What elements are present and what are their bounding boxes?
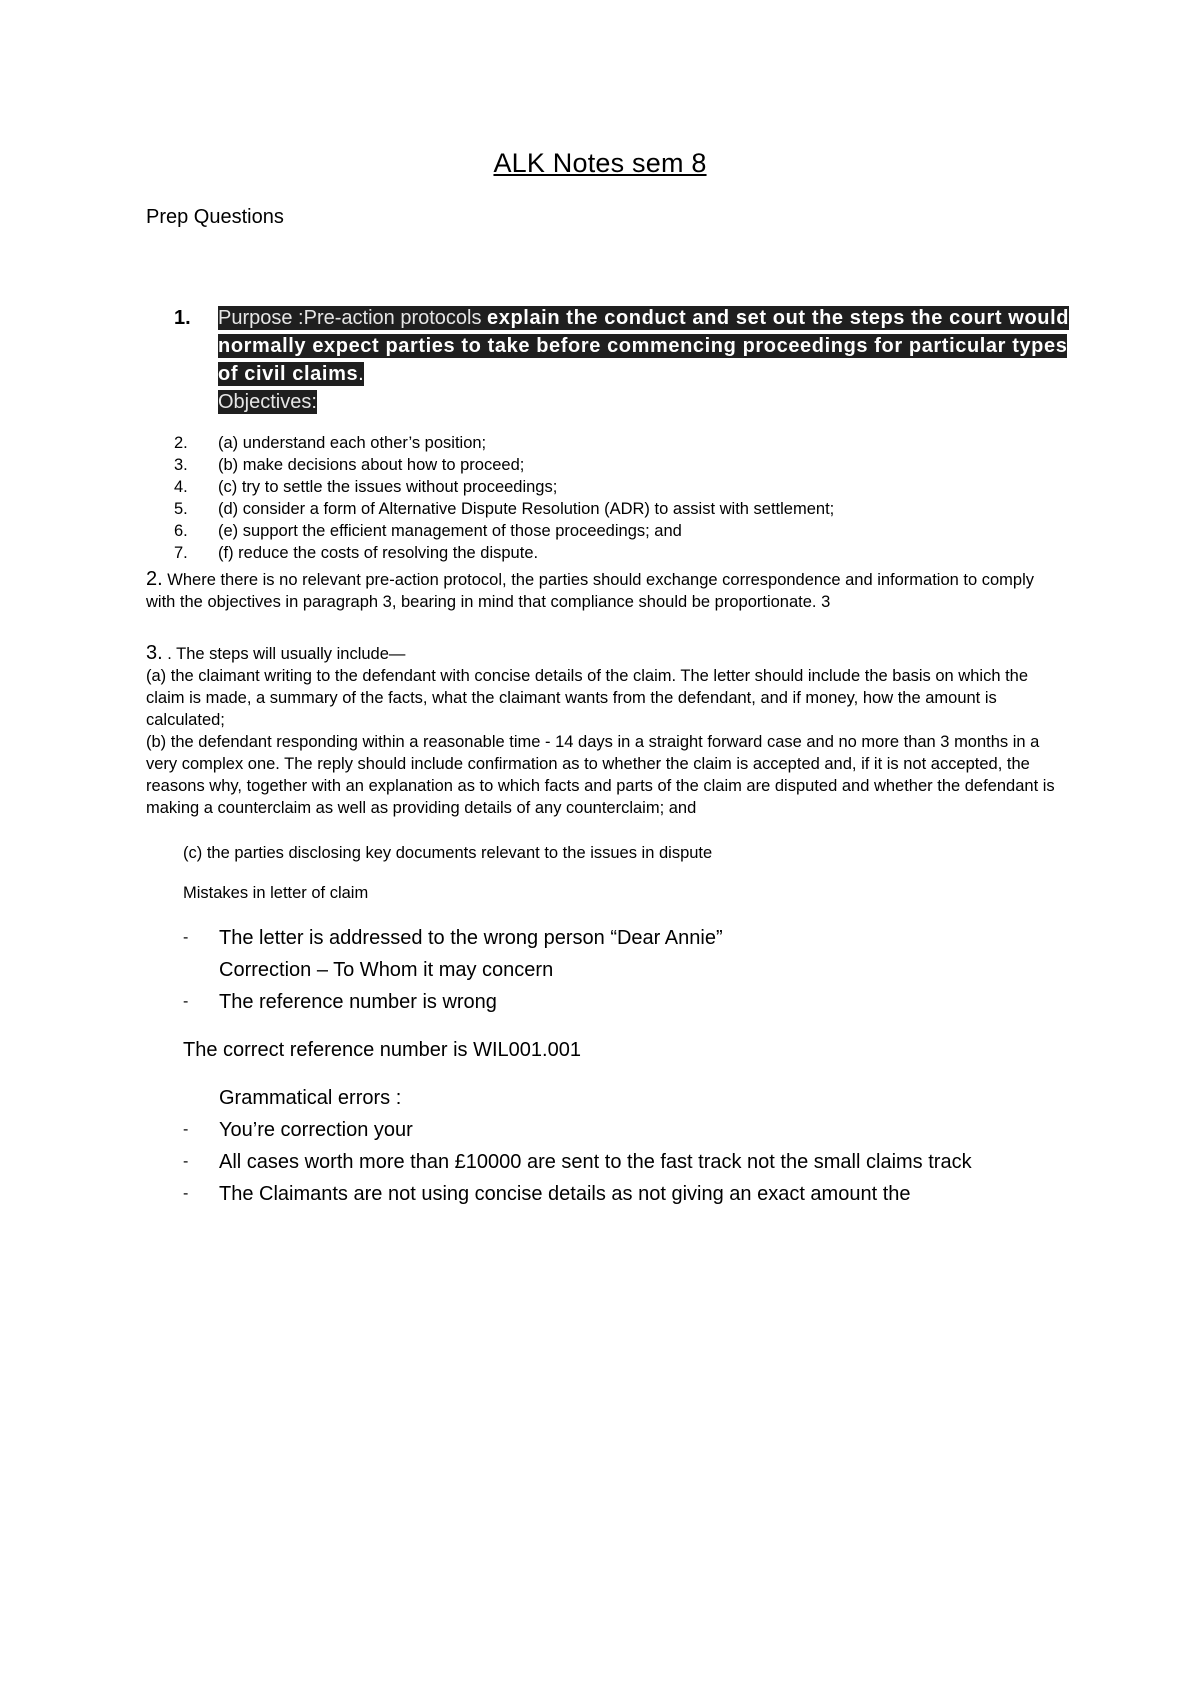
grammar-list bbox=[183, 1114, 1043, 1210]
list-item bbox=[183, 1114, 1043, 1146]
list-item-text: (c) try to settle the issues without proceedings; bbox=[218, 478, 558, 496]
bullet-dash: - bbox=[183, 1153, 189, 1170]
list-item-text: (a) understand each other’s position; bbox=[218, 434, 487, 452]
list-item-text: (b) make decisions about how to proceed; bbox=[218, 456, 525, 474]
list-item-text: (d) consider a form of Alternative Dispute Resolution (ADR) to assist with settlement; bbox=[218, 500, 835, 518]
list-item bbox=[183, 1178, 1043, 1210]
list-item-number: 3. bbox=[174, 456, 188, 474]
purpose-end: . bbox=[358, 363, 364, 385]
bullet-dash: - bbox=[183, 1185, 189, 1202]
objectives-list bbox=[174, 432, 834, 564]
bullet-dash: - bbox=[183, 929, 189, 946]
bullet-dash: - bbox=[183, 1121, 189, 1138]
mistakes-heading: Mistakes in letter of claim bbox=[183, 884, 369, 902]
bullet-dash: - bbox=[183, 993, 189, 1010]
list-item-text: (f) reduce the costs of resolving the dispute. bbox=[218, 544, 539, 562]
list-item bbox=[174, 498, 834, 520]
paragraph-3-item-a: (a) the claimant writing to the defendant with concise details of the claim. The letter should include the basis on which the claim is made, a summary of the facts, what the claimant wants from the defendant, and if money, how the amount is calculated; bbox=[146, 667, 1029, 729]
list-item bbox=[174, 476, 834, 498]
list-item bbox=[174, 454, 834, 476]
correction-text: Correction – To Whom it may concern bbox=[219, 959, 554, 981]
paragraph-2-text: Where there is no relevant pre-action protocol, the parties should exchange correspondence and information to comply with the objectives in paragraph 3, bearing in mind that compliance should be proportionate. 3 bbox=[146, 571, 1035, 611]
list-item-text: All cases worth more than £10000 are sent to the fast track not the small claims track bbox=[219, 1151, 972, 1173]
document-subtitle: Prep Questions bbox=[146, 206, 284, 228]
document-title: ALK Notes sem 8 bbox=[493, 148, 707, 178]
purpose-bold-text: explain the conduct and set out the steps the court would normally expect parties to take before commencing proceedings for particular types of civil claims bbox=[218, 307, 1070, 385]
list-item bbox=[183, 1146, 1043, 1178]
purpose-label: Purpose :Pre-action protocols bbox=[218, 307, 482, 329]
list-item bbox=[183, 922, 1043, 954]
list-item-number: 2. bbox=[174, 434, 188, 452]
paragraph-3 bbox=[146, 642, 1066, 819]
list-item-text: The reference number is wrong bbox=[219, 991, 497, 1013]
list-item-number: 4. bbox=[174, 478, 188, 496]
list-item-text: The Claimants are not using concise details as not giving an exact amount the bbox=[219, 1183, 911, 1205]
paragraph-2-number: 2. bbox=[146, 568, 163, 590]
purpose-item-number: 1. bbox=[174, 307, 191, 329]
list-item bbox=[174, 542, 834, 564]
list-item-number: 7. bbox=[174, 544, 188, 562]
list-item-number: 6. bbox=[174, 522, 188, 540]
list-item-text: (e) support the efficient management of those proceedings; and bbox=[218, 522, 682, 540]
list-item bbox=[183, 986, 1043, 1018]
paragraph-2 bbox=[146, 568, 1066, 613]
list-item bbox=[174, 432, 834, 454]
objectives-label: Objectives: bbox=[218, 391, 317, 413]
purpose-item-text bbox=[218, 304, 1078, 416]
list-item-continuation bbox=[183, 954, 1043, 986]
paragraph-3-item-c: (c) the parties disclosing key documents relevant to the issues in dispute bbox=[183, 844, 713, 862]
correct-reference: The correct reference number is WIL001.001 bbox=[183, 1039, 581, 1061]
list-item-text: The letter is addressed to the wrong person “Dear Annie” bbox=[219, 927, 723, 949]
grammar-heading: Grammatical errors : bbox=[219, 1087, 402, 1109]
mistakes-list bbox=[183, 922, 1043, 1018]
paragraph-3-intro: . The steps will usually include— bbox=[162, 645, 406, 663]
list-item-text: You’re correction your bbox=[219, 1119, 413, 1141]
list-item bbox=[174, 520, 834, 542]
paragraph-3-number: 3. bbox=[146, 642, 163, 664]
paragraph-3-item-b: (b) the defendant responding within a reasonable time - 14 days in a straight forward case and no more than 3 months in a very complex one. The reply should include confirmation as to whether the claim is accepted and, if it is not accepted, the reasons why, together with an explanation as to which facts and parts of the claim are disputed and whether the defendant is making a counterclaim as well as providing details of any counterclaim; and bbox=[146, 733, 1055, 817]
list-item-number: 5. bbox=[174, 500, 188, 518]
